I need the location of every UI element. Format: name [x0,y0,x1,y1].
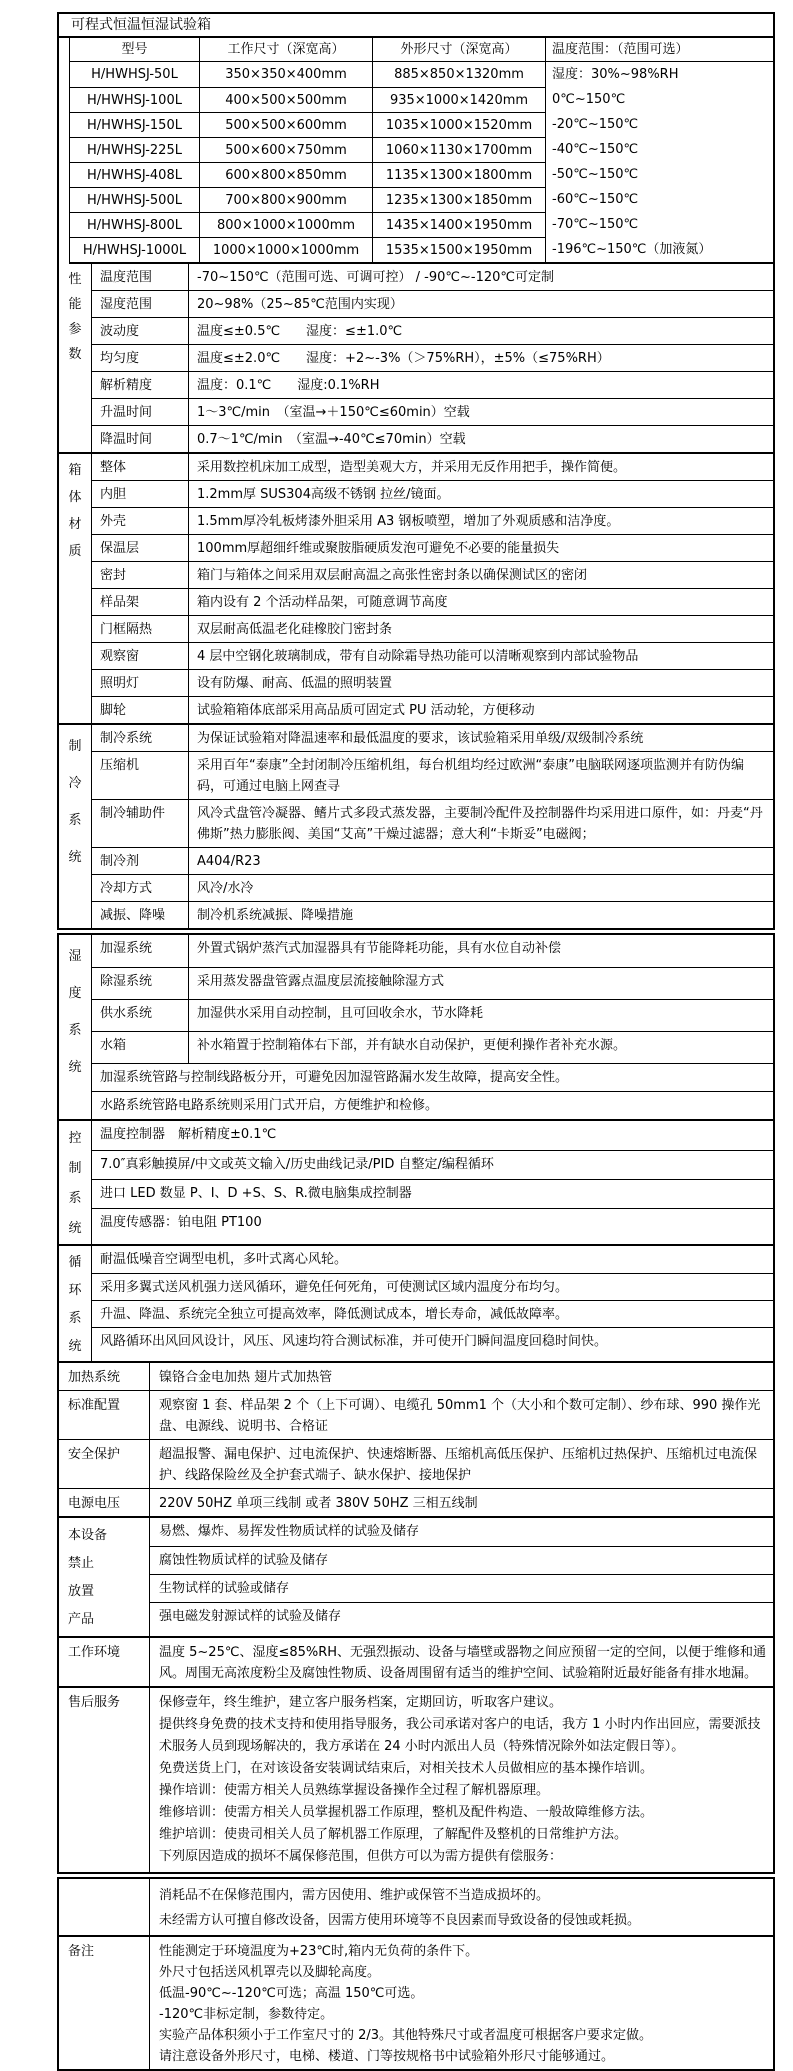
row-label: 样品架 [92,589,189,615]
side-char: 环 [68,1283,82,1298]
warranty-exclusion-lines [150,1879,773,1935]
row-value: 超温报警、漏电保护、过电流保护、快速熔断器、压缩机高低压保护、压缩机过热保护、压缩机过电流保护、线路保险丝及全护套式端子、缺水保护、接地保护 [159,1447,758,1483]
row-value: 加湿供水采用自动控制，且可回收余水，节水降耗 [197,1006,484,1021]
row-label: 均匀度 [92,345,189,371]
control-side-label [59,1121,92,1244]
row-value: 试验箱箱体底部采用高品质可固定式 PU 活动轮，方便移动 [197,703,535,718]
side-char: 材 [68,517,82,532]
row-value: 采用数控机床加工成型，造型美观大方，并采用无反作用把手，操作简便。 [197,460,627,475]
row-label: 湿度范围 [92,291,189,317]
row-label: 波动度 [92,318,189,344]
row-label: 解析精度 [92,372,189,398]
row-value: 4 层中空钢化玻璃制成，带有自动除霜导热功能可以清晰观察到内部试验物品 [197,649,639,664]
table-row [92,1179,773,1208]
remark-line: 外尺寸包括送风机罩壳以及脚轮高度。 [159,1965,381,1980]
table-row [92,669,773,696]
table-row [92,1273,773,1300]
side-char: 统 [68,1060,82,1075]
circulation-side-label [59,1246,92,1361]
environment-row [59,1636,773,1686]
service-row [59,1686,773,1872]
row-label: 温度范围 [92,264,189,290]
spec-table-3 [57,1877,775,2071]
row-label: 照明灯 [92,670,189,696]
side-char: 制 [68,739,82,754]
cooling-section [59,723,773,928]
row-value: 100mm厚超细纤维或聚胺脂硬质发泡可避免不必要的能量损失 [197,541,560,556]
power-row [59,1488,773,1516]
table-row [92,344,773,371]
row-value: 风路循环出风回风设计，风压、风速均符合测试标准，并可使开门瞬间温度回稳时间快。 [100,1334,608,1349]
table-row [92,290,773,317]
table-row [92,1246,773,1273]
side-char: 度 [68,986,82,1001]
side-char: 冷 [68,776,82,791]
spec-sheet [57,12,775,2071]
col-header-work-size: 工作尺寸（深宽高） [200,38,373,62]
row-value: A404/R23 [197,854,261,869]
model-cell: H/HWHSJ-408L [70,162,200,187]
row-value: 温度传感器：铂电阻 PT100 [100,1215,262,1230]
table-row [92,751,773,799]
forbidden-item: 生物试样的试验或储存 [150,1574,773,1602]
outer-size-cell: 885×850×1320mm [373,62,546,87]
model-cell: H/HWHSJ-100L [70,87,200,112]
warranty-exclusions-row [59,1879,773,1935]
side-char: 统 [68,1221,82,1236]
table-row [92,480,773,507]
cabinet-section [59,452,773,723]
label-line: 放置 [68,1584,95,1599]
humidity-section [59,935,773,1119]
remark-line: -120℃非标定制，参数待定。 [159,2007,334,2022]
row-label: 内胆 [92,481,189,507]
table-row [92,1121,773,1150]
side-char: 质 [68,544,82,559]
outer-size-cell: 1060×1130×1700mm [373,137,546,162]
side-char: 参 [68,322,82,337]
table-row [92,1091,773,1119]
side-char: 系 [68,1023,82,1038]
remark-line: 实验产品体积须小于工作室尺寸的 2/3。其他特殊尺寸或者温度可根据客户要求定做。 [159,2028,653,2043]
temp-range-line: 湿度：30%~98%RH [552,67,679,82]
row-label: 整体 [92,454,189,480]
forbidden-item: 易燃、爆炸、易挥发性物质试样的试验及储存 [159,1524,420,1539]
outer-size-cell: 1435×1400×1950mm [373,212,546,237]
remark-line: 性能测定于环境温度为+23℃时,箱内无负荷的条件下。 [159,1944,479,1959]
row-value: 箱门与箱体之间采用双层耐高温之高张性密封条以确保测试区的密闭 [197,568,588,583]
row-value: 7.0″真彩触摸屏/中文或英文输入/历史曲线记录/PID 自整定/编程循环 [100,1157,494,1172]
spec-table-2 [57,933,775,1874]
service-line: 下列原因造成的损坏不属保修范围，但供方可以为需方提供有偿服务： [159,1849,563,1864]
table-row [92,1031,773,1063]
row-value: 为保证试验箱对降温速率和最低温度的要求，该试验箱采用单级/双级制冷系统 [197,731,644,746]
table-row [92,534,773,561]
forbidden-item: 强电磁发射源试样的试验及储存 [150,1602,773,1630]
row-value: 补水箱置于控制箱体右下部，并有缺水自动保护，更便利操作者补充水源。 [197,1038,627,1053]
row-value: 采用多翼式送风机强力送风循环，避免任何死角，可使测试区域内温度分布均匀。 [100,1280,569,1295]
table-row [92,847,773,874]
outer-size-cell: 1135×1300×1800mm [373,162,546,187]
table-row [92,454,773,480]
side-char: 系 [68,1191,82,1206]
row-label: 脚轮 [92,697,189,723]
side-char: 系 [68,1311,82,1326]
row-label: 备注 [59,1937,150,2069]
cooling-side-label [59,725,92,928]
row-value: 温度 5~25℃、湿度≤85%RH、无强烈振动、设备与墙壁或器物之间应预留一定的空间，以便于维修和通风。周围无高浓度粉尘及腐蚀性物质、设备周围留有适当的维护空间、试验箱附近最好能备有排水地漏。 [159,1645,767,1681]
table-row [92,799,773,847]
row-label: 制冷系统 [92,725,189,751]
table-row [92,999,773,1031]
temp-range-line: -196℃~150℃（加液氮） [552,242,712,257]
row-value: -70~150℃（范围可选、可调可控） / -90℃~-120℃可定制 [197,270,555,285]
work-size-cell: 800×1000×1000mm [200,212,373,237]
model-cell: H/HWHSJ-1000L [70,237,200,262]
temp-range-line: 0℃~150℃ [552,92,626,107]
table-row [92,725,773,751]
table-row [92,696,773,723]
performance-side-label [59,264,92,452]
table-row [92,874,773,901]
temp-range-merged-cell [546,62,773,262]
model-cell: H/HWHSJ-50L [70,62,200,87]
row-value: 耐温低噪音空调型电机，多叶式离心风轮。 [100,1252,348,1267]
table-row [92,507,773,534]
circulation-section [59,1244,773,1361]
service-line: 保修壹年，终生维护，建立客户服务档案，定期回访，听取客户建议。 [159,1695,563,1710]
row-label: 减振、降噪 [92,902,189,928]
row-value: 20~98%（25~85℃范围内实现） [197,297,403,312]
row-value: 风冷式盘管冷凝器、鳍片式多段式蒸发器，主要制冷配件及控制器件均采用进口原件，如：丹麦“丹佛斯”热力膨胀阀、美国“艾高”干燥过滤器；意大利“卡斯妥”电磁阀； [197,806,763,842]
control-section [59,1119,773,1244]
side-char: 体 [68,490,82,505]
row-value: 1～3℃/min （室温→＋150℃≤60min）空载 [197,405,470,420]
remarks-row [59,1935,773,2069]
side-char: 统 [68,850,82,865]
service-line: 免费送货上门，在对该设备安装调试结束后，对相关技术人员做相应的基本操作培训。 [159,1761,654,1776]
forbidden-row [59,1516,773,1636]
row-value: 采用蒸发器盘管露点温度层流接触除湿方式 [197,974,445,989]
side-char: 系 [68,813,82,828]
row-label: 除湿系统 [92,968,189,999]
table-row [92,967,773,999]
spec-table-1 [57,12,775,930]
row-label: 安全保护 [59,1440,150,1488]
side-char: 数 [68,347,82,362]
work-size-cell: 500×600×750mm [200,137,373,162]
temp-range-line: -60℃~150℃ [552,192,639,207]
outer-size-cell: 1035×1000×1520mm [373,112,546,137]
row-value: 温度：0.1℃ 湿度:0.1%RH [197,378,380,393]
table-row [92,901,773,928]
table-row [92,935,773,967]
performance-section [59,264,773,452]
service-lines [150,1688,773,1872]
model-cell: H/HWHSJ-150L [70,112,200,137]
model-table [69,38,773,264]
table-row [92,1327,773,1354]
table-row [92,398,773,425]
col-header-model: 型号 [70,38,200,62]
col-header-temp-range: 温度范围：（范围可选） [546,38,773,62]
exclusion-line: 未经需方认可擅自修改设备，因需方使用环境等不良因素而导致设备的侵蚀或耗损。 [159,1913,641,1928]
row-value: 进口 LED 数显 P、I、D +S、S、R.微电脑集成控制器 [100,1186,412,1201]
row-value: 设有防爆、耐高、低温的照明装置 [197,676,393,691]
side-char: 循 [68,1255,82,1270]
work-size-cell: 500×500×600mm [200,112,373,137]
table-row [92,1063,773,1091]
row-value: 外置式锅炉蒸汽式加湿器具有节能降耗功能，具有水位自动补偿 [197,941,562,956]
row-value: 温度控制器 解析精度±0.1℃ [100,1127,277,1142]
row-value: 0.7～1℃/min （室温→-40℃≤70min）空载 [197,432,466,447]
row-label: 售后服务 [59,1688,150,1872]
row-label: 降温时间 [92,426,189,452]
model-cell: H/HWHSJ-800L [70,212,200,237]
row-label [59,1518,150,1636]
row-label: 冷却方式 [92,875,189,901]
row-value: 温度≤±2.0℃ 湿度：+2~-3%（＞75%RH），±5%（≤75%RH） [197,351,610,366]
heating-row [59,1361,773,1390]
row-label: 保温层 [92,535,189,561]
table-row [92,561,773,588]
table-row [92,264,773,290]
temp-range-line: -70℃~150℃ [552,217,639,232]
work-size-cell: 1000×1000×1000mm [200,237,373,262]
remark-line: 低温-90℃~-120℃可选；高温 150℃可选。 [159,1986,424,2001]
work-size-cell: 350×350×400mm [200,62,373,87]
temp-range-line: -40℃~150℃ [552,142,639,157]
row-label: 供水系统 [92,1000,189,1031]
temp-range-line: -20℃~150℃ [552,117,639,132]
row-value: 1.5mm厚冷轧板烤漆外胆采用 A3 钢板喷塑，增加了外观质感和洁净度。 [197,514,620,529]
table-row [92,615,773,642]
row-label: 门框隔热 [92,616,189,642]
row-label: 加湿系统 [92,935,189,967]
row-label: 升温时间 [92,399,189,425]
table-row [92,1300,773,1327]
service-line: 维护培训：使贵司相关人员了解机器工作原理，了解配件及整机的日常维护方法。 [159,1827,628,1842]
table-row [92,1208,773,1237]
outer-size-cell: 1535×1500×1950mm [373,237,546,262]
label-line: 禁止 [68,1556,95,1571]
work-size-cell: 600×800×850mm [200,162,373,187]
work-size-cell: 400×500×500mm [200,87,373,112]
row-value: 加湿系统管路与控制线路板分开，可避免因加湿管路漏水发生故障，提高安全性。 [100,1070,569,1085]
side-char: 箱 [68,463,82,478]
table-row [92,425,773,452]
row-label: 制冷辅助件 [92,800,189,847]
model-cell: H/HWHSJ-500L [70,187,200,212]
work-size-cell: 700×800×900mm [200,187,373,212]
row-value: 水路系统管路电路系统则采用门式开启，方便维护和检修。 [100,1098,439,1113]
row-value: 温度≤±0.5℃ 湿度：≤±1.0℃ [197,324,403,339]
row-label: 制冷剂 [92,848,189,874]
row-value: 采用百年“泰康”全封闭制冷压缩机组，每台机组均经过欧洲“泰康”电脑联网逐项监测并有防伪编码，可通过电脑上网查寻 [197,758,744,794]
row-label: 标准配置 [59,1391,150,1439]
row-value: 220V 50HZ 单项三线制 或者 380V 50HZ 三相五线制 [159,1496,478,1511]
cabinet-side-label [59,454,92,723]
remarks-lines [150,1937,773,2069]
exclusion-line: 消耗品不在保修范围内，需方因使用、维护或保管不当造成损坏的。 [159,1888,550,1903]
row-label: 压缩机 [92,752,189,799]
page-title: 可程式恒温恒湿试验箱 [59,14,773,38]
table-row [92,1150,773,1179]
row-value: 双层耐高低温老化硅橡胶门密封条 [197,622,393,637]
safety-row [59,1439,773,1488]
side-char: 能 [68,297,82,312]
forbidden-item: 腐蚀性物质试样的试验及储存 [150,1546,773,1574]
remark-line: 请注意设备外形尺寸，电梯、楼道、门等按规格书中试验箱外形尺寸能够通过。 [159,2049,615,2064]
row-value: 风冷/水冷 [197,881,254,896]
col-header-outer-size: 外形尺寸（深宽高） [373,38,546,62]
label-line: 产品 [68,1612,95,1627]
row-value: 镍铬合金电加热 翅片式加热管 [159,1370,333,1385]
row-label: 电源电压 [59,1489,150,1516]
service-line: 提供终身免费的技术支持和使用指导服务，我公司承诺对客户的电话，我方 1 小时内作出回应，需要派技术服务人员到现场解决的，我方承诺在 24 小时内派出人员（特殊情况除外如法定假日等）。 [159,1717,761,1754]
side-char: 控 [68,1131,82,1146]
row-label: 观察窗 [92,643,189,669]
row-value: 1.2mm厚 SUS304高级不锈钢 拉丝/镜面。 [197,487,450,502]
row-label: 工作环境 [59,1638,150,1686]
table-row [92,317,773,344]
row-value: 升温、降温、系统完全独立可提高效率，降低测试成本，增长寿命，减低故障率。 [100,1307,569,1322]
standard-config-row [59,1390,773,1439]
row-label: 密封 [92,562,189,588]
table-row [92,642,773,669]
model-cell: H/HWHSJ-225L [70,137,200,162]
table-row [92,588,773,615]
table-row [92,371,773,398]
forbidden-items [150,1518,773,1636]
side-char: 制 [68,1161,82,1176]
row-value: 观察窗 1 套、样品架 2 个（上下可调）、电缆孔 50mm1 个（大小和个数可定制）、纱布球、990 操作光盘、电源线、说明书、合格证 [159,1398,761,1434]
row-label: 加热系统 [59,1363,150,1390]
outer-size-cell: 935×1000×1420mm [373,87,546,112]
side-char: 性 [68,272,82,287]
row-value: 箱内设有 2 个活动样品架，可随意调节高度 [197,595,448,610]
row-value: 制冷机系统减振、降噪措施 [197,908,354,923]
outer-size-cell: 1235×1300×1850mm [373,187,546,212]
side-char: 统 [68,1339,82,1354]
row-label: 水箱 [92,1032,189,1063]
row-label: 外壳 [92,508,189,534]
row-label-empty [59,1879,150,1935]
label-line: 本设备 [68,1528,108,1543]
side-char: 湿 [68,949,82,964]
humidity-side-label [59,935,92,1119]
service-line: 维修培训：使需方相关人员掌握机器工作原理，整机及配件构造、一般故障维修方法。 [159,1805,654,1820]
service-line: 操作培训：使需方相关人员熟练掌握设备操作全过程了解机器原理。 [159,1783,550,1798]
temp-range-line: -50℃~150℃ [552,167,639,182]
